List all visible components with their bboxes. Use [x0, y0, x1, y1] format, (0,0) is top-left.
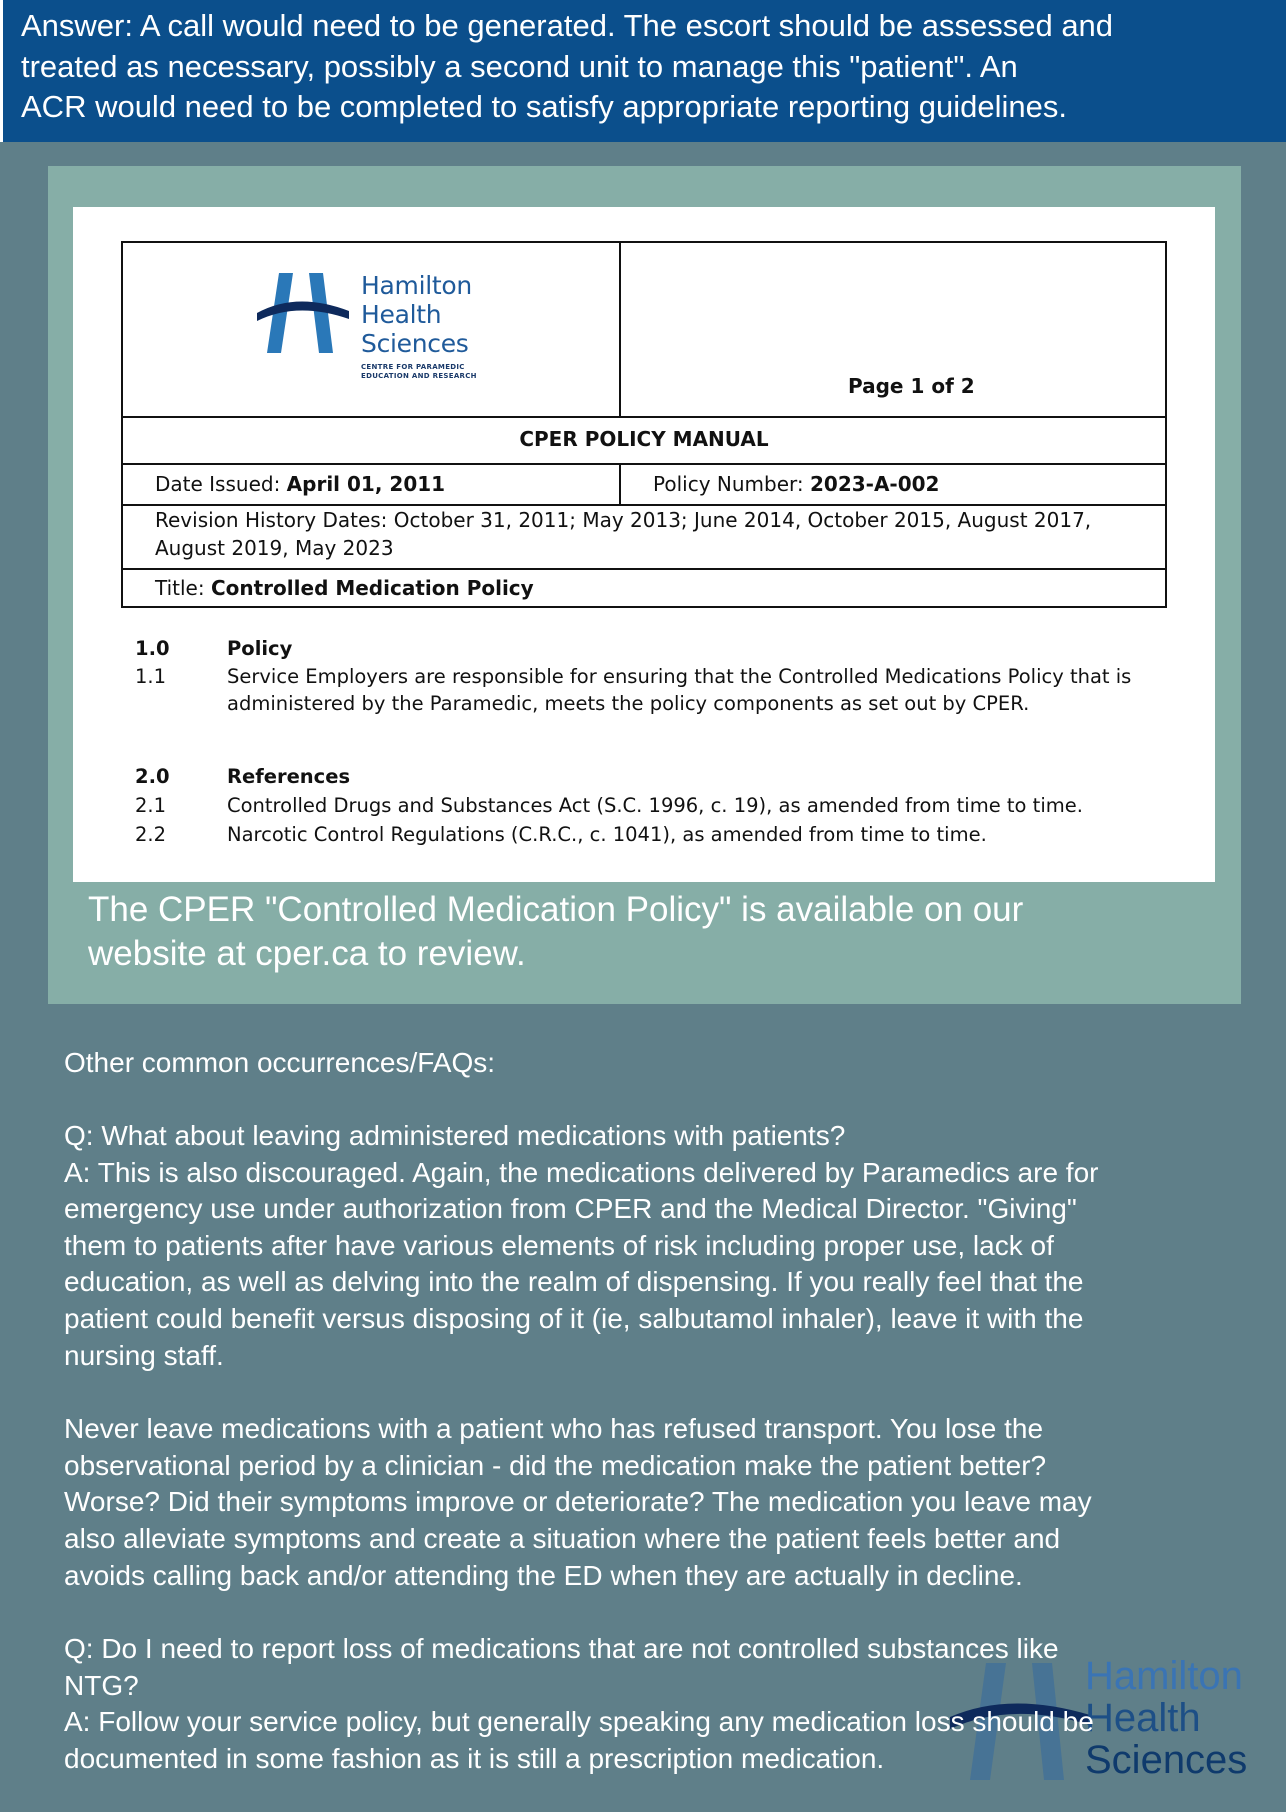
answer-line: Answer: A call would need to be generated. The escort should be assessed and	[21, 8, 1114, 43]
item-text: Narcotic Control Regulations (C.R.C., c. 1041), as amended from time to time.	[227, 823, 987, 846]
faq-paragraph-line: Worse? Did their symptoms improve or deteriorate? The medication you leave may	[64, 1486, 1092, 1517]
logo-name-line: Sciences	[361, 329, 469, 358]
logo-sub-line: EDUCATION AND RESEARCH	[361, 372, 477, 380]
logo-sub-line: CENTRE FOR PARAMEDIC	[361, 363, 465, 371]
policy-number-value: 2023-A-002	[809, 472, 940, 496]
faq-answer-line: education, as well as delving into the realm of dispensing. If you really feel that the	[64, 1266, 1084, 1297]
item-text: Controlled Drugs and Substances Act (S.C. 1996, c. 19), as amended from time to time.	[227, 794, 1083, 817]
item-number: 1.1	[135, 665, 167, 688]
faq-answer-line: nursing staff.	[64, 1340, 224, 1371]
faq-paragraph-line: also alleviate symptoms and create a situation where the patient feels better and	[64, 1523, 1061, 1554]
section-number: 1.0	[135, 637, 170, 660]
faq-answer-line: A: Follow your service policy, but generally speaking any medication loss should be	[64, 1706, 1094, 1737]
policy-title	[155, 575, 534, 602]
policy-number-label: Policy Number:	[653, 472, 810, 496]
manual-title: CPER POLICY MANUAL	[519, 427, 769, 451]
section-number: 2.0	[135, 765, 170, 788]
faq-heading: Other common occurrences/FAQs:	[64, 1047, 496, 1078]
item-text: administered by the Paramedic, meets the policy components as set out by CPER.	[227, 692, 1030, 715]
faq-question: Q: What about leaving administered medications with patients?	[64, 1120, 846, 1151]
policy-header-table	[121, 241, 1167, 608]
faq-answer-line: patient could benefit versus disposing of it (ie, salbutamol inhaler), leave it with the	[64, 1303, 1084, 1334]
policy-panel	[48, 166, 1241, 1004]
date-issued-label: Date Issued:	[155, 472, 287, 496]
revision-history-line: Revision History Dates: October 31, 2011; May 2013; June 2014, October 2015, August 2017,	[155, 508, 1092, 532]
policy-caption	[88, 888, 1208, 976]
faq-question: NTG?	[64, 1670, 139, 1701]
section-heading: References	[227, 765, 351, 788]
answer-banner	[0, 0, 1286, 142]
logo-name-line: Health	[361, 300, 442, 329]
policy-title-value: Controlled Medication Policy	[210, 576, 534, 600]
faq-paragraph-line: avoids calling back and/or attending the ED when they are actually in decline.	[64, 1560, 1023, 1591]
answer-line: ACR would need to be completed to satisfy appropriate reporting guidelines.	[21, 89, 1068, 124]
watermark-line: Sciences	[1085, 1738, 1248, 1782]
item-number: 2.2	[135, 823, 167, 846]
page-label: Page 1 of 2	[848, 374, 975, 398]
date-issued-value: April 01, 2011	[286, 472, 446, 496]
policy-document-image	[73, 207, 1215, 882]
faq-answer-line: them to patients after have various elements of risk including proper use, lack of	[64, 1230, 1054, 1261]
faq-question: Q: Do I need to report loss of medications that are not controlled substances like	[64, 1633, 1059, 1664]
faq-answer-line: A: This is also discouraged. Again, the medications delivered by Paramedics are for	[64, 1157, 1099, 1188]
logo-name-line: Hamilton	[361, 271, 472, 300]
watermark-line: Hamilton	[1085, 1654, 1243, 1698]
faq-paragraph-line: observational period by a clinician - did the medication make the patient better?	[64, 1450, 1047, 1481]
faq-paragraph-line: Never leave medications with a patient who has refused transport. You lose the	[64, 1413, 1044, 1444]
faq-answer-line: documented in some fashion as it is still a prescription medication.	[64, 1743, 885, 1774]
watermark-line: Health	[1085, 1696, 1201, 1740]
policy-number	[653, 471, 939, 498]
item-text: Service Employers are responsible for ensuring that the Controlled Medications Policy that is	[227, 665, 1132, 688]
policy-title-label: Title:	[155, 576, 211, 600]
faq-answer-line: emergency use under authorization from CPER and the Medical Director. "Giving"	[64, 1193, 1077, 1224]
date-issued	[155, 471, 445, 498]
revision-history-line: August 2019, May 2023	[155, 536, 394, 560]
answer-line: treated as necessary, possibly a second unit to manage this "patient". An	[21, 48, 1018, 84]
item-number: 2.1	[135, 794, 167, 817]
caption-line: The CPER "Controlled Medication Policy" is available on our	[88, 890, 1024, 929]
caption-line: website at cper.ca to review.	[88, 934, 526, 973]
hamilton-health-sciences-logo	[257, 271, 517, 391]
section-heading: Policy	[227, 637, 293, 660]
